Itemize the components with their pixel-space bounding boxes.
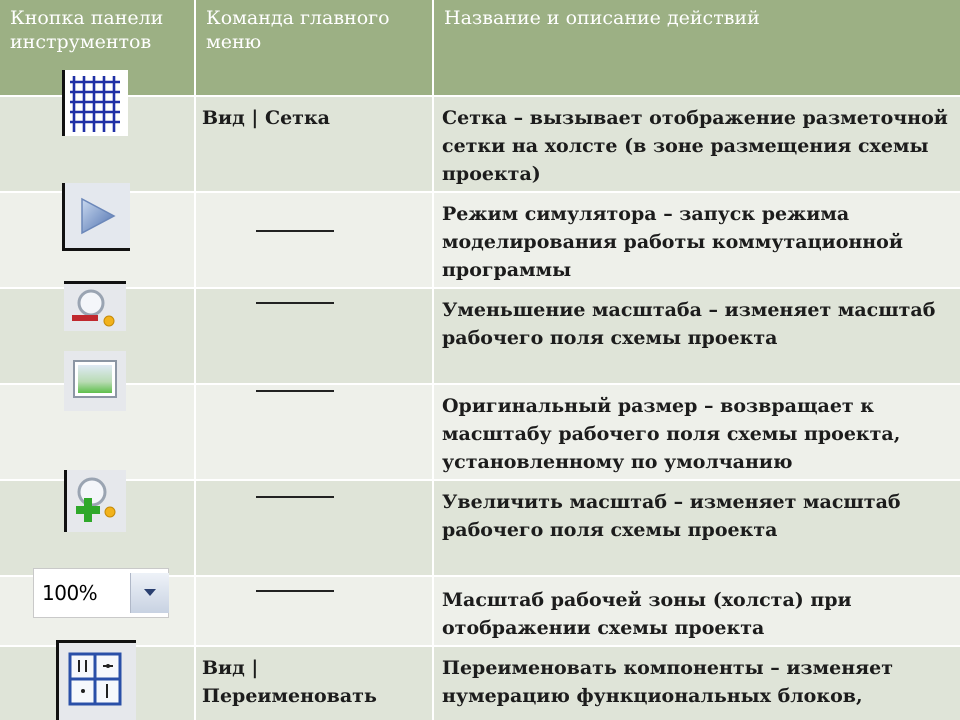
description-text: Увеличить масштаб – изменяет масштаб рабочего поля схемы проекта — [442, 491, 901, 541]
original-size-icon[interactable] — [64, 351, 126, 411]
zoom-select[interactable] — [33, 568, 169, 618]
command-text: Вид | Сетка — [202, 107, 330, 129]
description-text: Режим симулятора – запуск режима моделирования работы коммутационной программы — [442, 203, 903, 281]
zoom-value: 100% — [42, 581, 98, 605]
play-icon[interactable] — [62, 183, 130, 251]
description-text: Оригинальный размер – возвращает к масштабу рабочего поля схемы проекта, установленному по умолчанию — [442, 395, 901, 473]
no-command-dash — [256, 590, 334, 592]
no-command-dash — [256, 230, 334, 232]
description-text: Масштаб рабочей зоны (холста) при отображении схемы проекта — [442, 589, 852, 639]
no-command-dash — [256, 390, 334, 392]
header-col-button: Кнопка панели инструментов — [0, 0, 194, 96]
header-col-command: Команда главного меню — [196, 0, 432, 96]
description-text: Переименовать компоненты – изменяет нумерацию функциональных блоков, — [442, 657, 894, 707]
zoom-in-icon[interactable] — [64, 470, 126, 532]
command-text: Вид | Переименовать — [202, 657, 377, 707]
no-command-dash — [256, 302, 334, 304]
rename-components-icon[interactable] — [56, 640, 136, 720]
no-command-dash — [256, 496, 334, 498]
zoom-out-icon[interactable] — [64, 281, 126, 331]
chevron-down-icon[interactable] — [130, 573, 169, 613]
description-text: Уменьшение масштаба – изменяет масштаб рабочего поля схемы проекта — [442, 299, 936, 349]
header-col-description: Название и описание действий — [434, 0, 960, 96]
description-text: Сетка – вызывает отображение разметочной сетки на холсте (в зоне размещения схемы проекта) — [442, 107, 948, 185]
grid-icon[interactable] — [62, 70, 128, 136]
